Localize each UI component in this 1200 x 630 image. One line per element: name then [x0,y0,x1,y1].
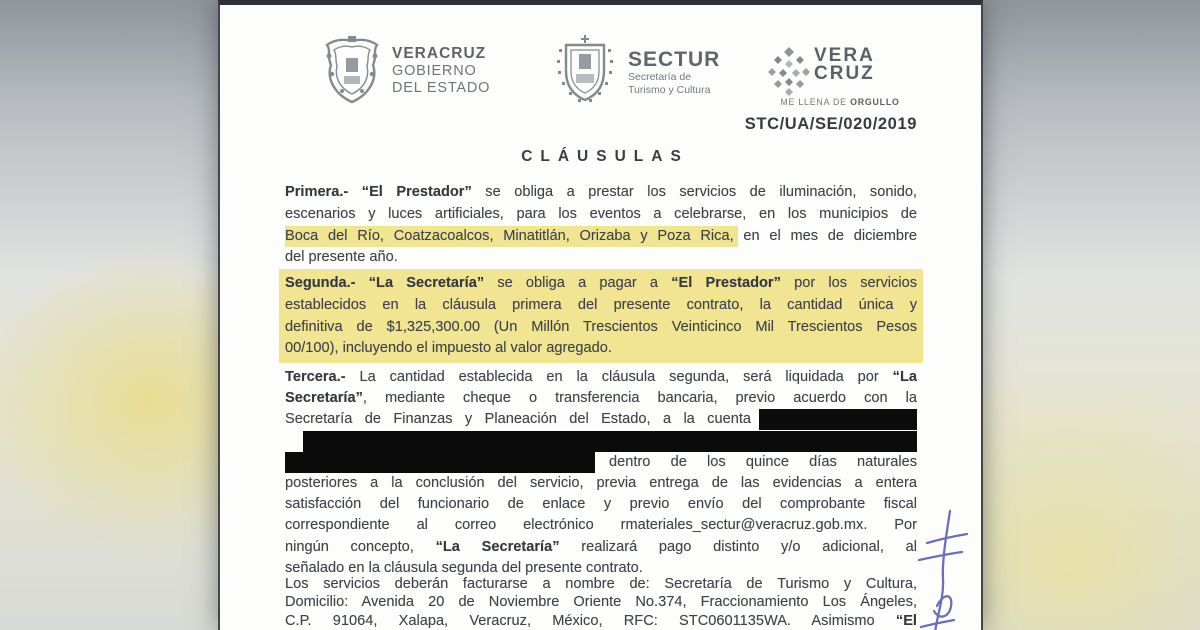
text-line [285,537,917,558]
redaction-bar [303,431,917,452]
veracruz-brand-pattern-icon [768,47,810,97]
text-line [285,295,917,317]
text-segment: realizará pago distinto y/o adicional, al [559,538,917,555]
document-page [218,0,983,630]
veracruz-gov-logo [392,45,490,96]
billing-paragraph [285,575,917,630]
text-segment: Secretaría de Finanzas y Planeación del Estado, a la cuenta [285,411,751,428]
text-line [285,515,917,536]
text-line [285,367,917,388]
text-line [285,452,917,473]
text-line [285,494,917,515]
text-segment: “El Prestador” [671,275,781,291]
brand-word-line: CRUZ [814,62,875,84]
text-line [285,612,917,630]
text-segment: Los servicios deberán facturarse a nombre de: Secretaría de Turismo y Cultura, [285,576,917,592]
text-line [285,247,917,269]
veracruz-gov-shield-icon [320,36,384,106]
redaction-bar [759,409,917,430]
highlighted-text: Boca del Río, Coatzacoalcos, Minatitlán, Orizaba y Poza Rica, [285,226,738,248]
text-segment: La cantidad establecida en la cláusula segunda, será liquidada por [345,369,893,385]
brand-word-line: VERA [814,45,875,66]
text-segment: satisfacción del funcionario de enlace y previo envío del comprobante fiscal [285,496,917,513]
sectur-logo-line: Turismo y Cultura [628,83,711,96]
text-segment: se obliga a pagar a [484,275,672,291]
text-segment: 00/100), incluyendo el impuesto al valor agregado. [285,340,612,357]
text-segment: del presente año. [285,249,398,266]
text-segment: posteriores a la conclusión del servicio, previa entrega de las evidencias a entera [285,474,917,491]
text-segment: “El [895,612,917,629]
text-line [285,575,917,593]
text-segment: , mediante cheque o transferencia bancaria, previo acuerdo con la [362,390,917,407]
brand-tagline-text: ME LLENA DE [780,97,851,107]
brand-tagline-bold: ORGULLO [850,97,900,107]
text-line [285,431,917,452]
clause-segunda [279,269,923,363]
reference-number: STC/UA/SE/020/2019 [744,115,917,133]
text-segment: “La Secretaría” [435,538,560,555]
sectur-logo-line: Secretaría de [628,71,692,83]
page-title: CLÁUSULAS [521,148,689,165]
text-segment: definitiva de $1,325,300.00 (Un Millón Trescientos Veinticinco Mil Trescientos Pesos [285,318,917,335]
text-segment: Segunda.- “La Secretaría” [285,275,485,291]
text-line [285,409,917,430]
sectur-logo [628,49,720,96]
sectur-logo-title: SECTUR [628,48,721,71]
text-segment: en el mes de diciembre [733,227,917,244]
text-line [285,338,917,360]
brand-tagline [762,97,918,107]
gov-logo-line: GOBIERNO [392,63,477,79]
text-segment: “La [892,369,917,385]
text-line [285,204,917,226]
clause-tercera [285,367,917,579]
text-line [285,317,917,339]
text-line [285,388,917,409]
gov-logo-line: DEL ESTADO [392,79,491,96]
text-segment: Domicilio: Avenida 20 de Noviembre Oriente No.374, Fraccionamiento Los Ángeles, [285,594,917,611]
text-segment: establecidos en la cláusula primera del presente contrato, la cantidad única y [285,296,917,313]
veracruz-brand-wordmark [814,47,875,82]
text-line [285,593,917,611]
text-segment: por los servicios [780,275,917,291]
sectur-shield-icon [552,33,618,107]
text-line [285,273,917,295]
text-segment: C.P. 91064, Xalapa, Veracruz, México, RFC: STC0601135WA. Asimismo [285,612,896,629]
text-line [285,473,917,494]
text-segment: Tercera.- [285,369,346,385]
text-segment: escenarios y luces artificiales, para los eventos a celebrarse, en los municipios de [285,205,917,222]
gov-logo-title: VERACRUZ [392,45,487,62]
text-segment: se obliga a prestar los servicios de iluminación, sonido, [471,184,917,200]
clause-primera [285,182,917,269]
text-segment: dentro de los quince días naturales [609,453,917,470]
text-segment: Secretaría” [285,390,363,407]
text-line [285,182,917,204]
pen-scribble-icon [916,503,983,630]
text-segment: Primera.- “El Prestador” [285,184,472,200]
text-segment: ningún concepto, [285,538,436,555]
text-segment: señalado en la cláusula segunda del presente contrato. [285,559,643,576]
text-segment: correspondiente al correo electrónico rmateriales_sectur@veracruz.gob.mx. Por [285,517,917,534]
text-line [285,226,917,248]
redaction-bar [285,452,595,473]
